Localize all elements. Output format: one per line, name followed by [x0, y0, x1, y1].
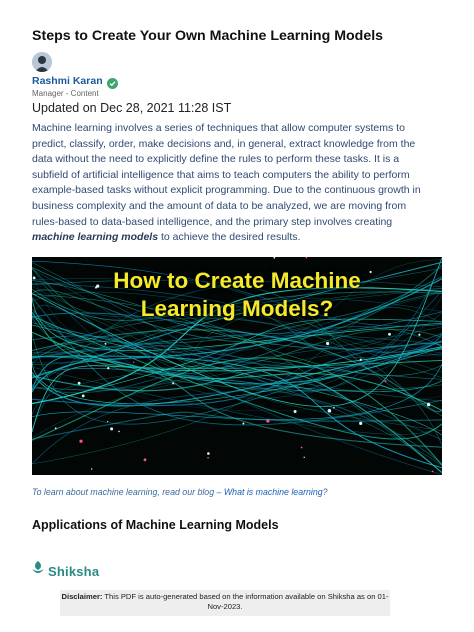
network-node [118, 431, 120, 433]
network-line [32, 309, 442, 463]
author-row [32, 75, 118, 87]
ml-models-link[interactable]: machine learning models [32, 231, 159, 244]
hero-title [32, 267, 442, 323]
hero-image [32, 257, 442, 475]
network-node [79, 440, 82, 443]
shiksha-logo [30, 560, 99, 583]
network-node [360, 359, 362, 361]
network-node [273, 257, 275, 259]
intro-last-line [32, 230, 452, 246]
network-node [107, 367, 109, 369]
intro-tail: to achieve the desired results. [158, 231, 301, 244]
network-node [207, 457, 209, 459]
network-node [418, 334, 420, 336]
logo-text: Shiksha [48, 564, 100, 579]
caption-text: To learn about machine learning, read our blog – [32, 487, 224, 497]
intro-line: example-based tasks without explicit programming. Due to the continuous growth in [32, 184, 421, 197]
network-node [172, 382, 174, 384]
disclaimer-label: Disclaimer: [61, 592, 103, 601]
section-heading: Applications of Machine Learning Models [32, 518, 279, 532]
intro-line: predict, classify, order, make decisions and, in general, extract knowledge from the [32, 137, 416, 150]
network-node [144, 458, 147, 461]
network-line [32, 412, 442, 439]
network-node [294, 410, 297, 413]
network-node [432, 471, 434, 473]
network-node [301, 447, 303, 449]
disclaimer-box [60, 590, 390, 616]
network-node [306, 257, 308, 258]
network-node [133, 362, 134, 363]
intro-line: rules-based to data-based intelligence, and the primary step involves creating [32, 215, 393, 228]
network-node [359, 422, 362, 425]
network-node [78, 382, 81, 385]
network-node [207, 452, 210, 455]
network-node [328, 409, 332, 413]
verified-check-icon [107, 76, 118, 87]
network-node [388, 333, 391, 336]
intro-line: business complexity and the amount of data to be analyzed, we are moving from [32, 199, 407, 212]
intro-line: data without the need to explicitly define the rules to perform these tasks. It is a [32, 153, 400, 166]
network-node [304, 457, 305, 458]
hero-title-line-2: Learning Models? [140, 296, 334, 321]
hero-title-line-1: How to Create Machine [113, 268, 361, 293]
author-role: Manager - Content [32, 89, 99, 98]
disclaimer-text: This PDF is auto-generated based on the information available on Shiksha as on 01-Nov-2023. [102, 592, 389, 611]
article-title: Steps to Create Your Own Machine Learning Models [32, 28, 384, 44]
avatar [32, 52, 52, 72]
intro-line: Machine learning involves a series of techniques that allow computer systems to [32, 122, 405, 134]
ml-blog-link[interactable]: What is machine learning [223, 487, 323, 497]
network-node [385, 380, 387, 382]
intro-paragraph [32, 121, 452, 246]
network-node [326, 342, 329, 345]
network-node [110, 427, 113, 430]
network-node [242, 423, 244, 425]
network-node [333, 407, 335, 409]
network-node [55, 427, 57, 429]
network-node [266, 419, 269, 422]
shiksha-logo-icon [30, 560, 46, 583]
author-name[interactable]: Rashmi Karan [32, 75, 103, 87]
network-node [91, 468, 92, 469]
caption-suffix: ? [322, 487, 328, 497]
network-node [105, 343, 107, 345]
network-node [107, 421, 108, 422]
intro-line: subfield of artificial intelligence that aims to teach computers the ability to perform [32, 168, 410, 181]
network-node [82, 395, 85, 398]
updated-timestamp: Updated on Dec 28, 2021 11:28 IST [32, 101, 232, 115]
network-node [427, 403, 430, 406]
image-caption [32, 487, 328, 497]
